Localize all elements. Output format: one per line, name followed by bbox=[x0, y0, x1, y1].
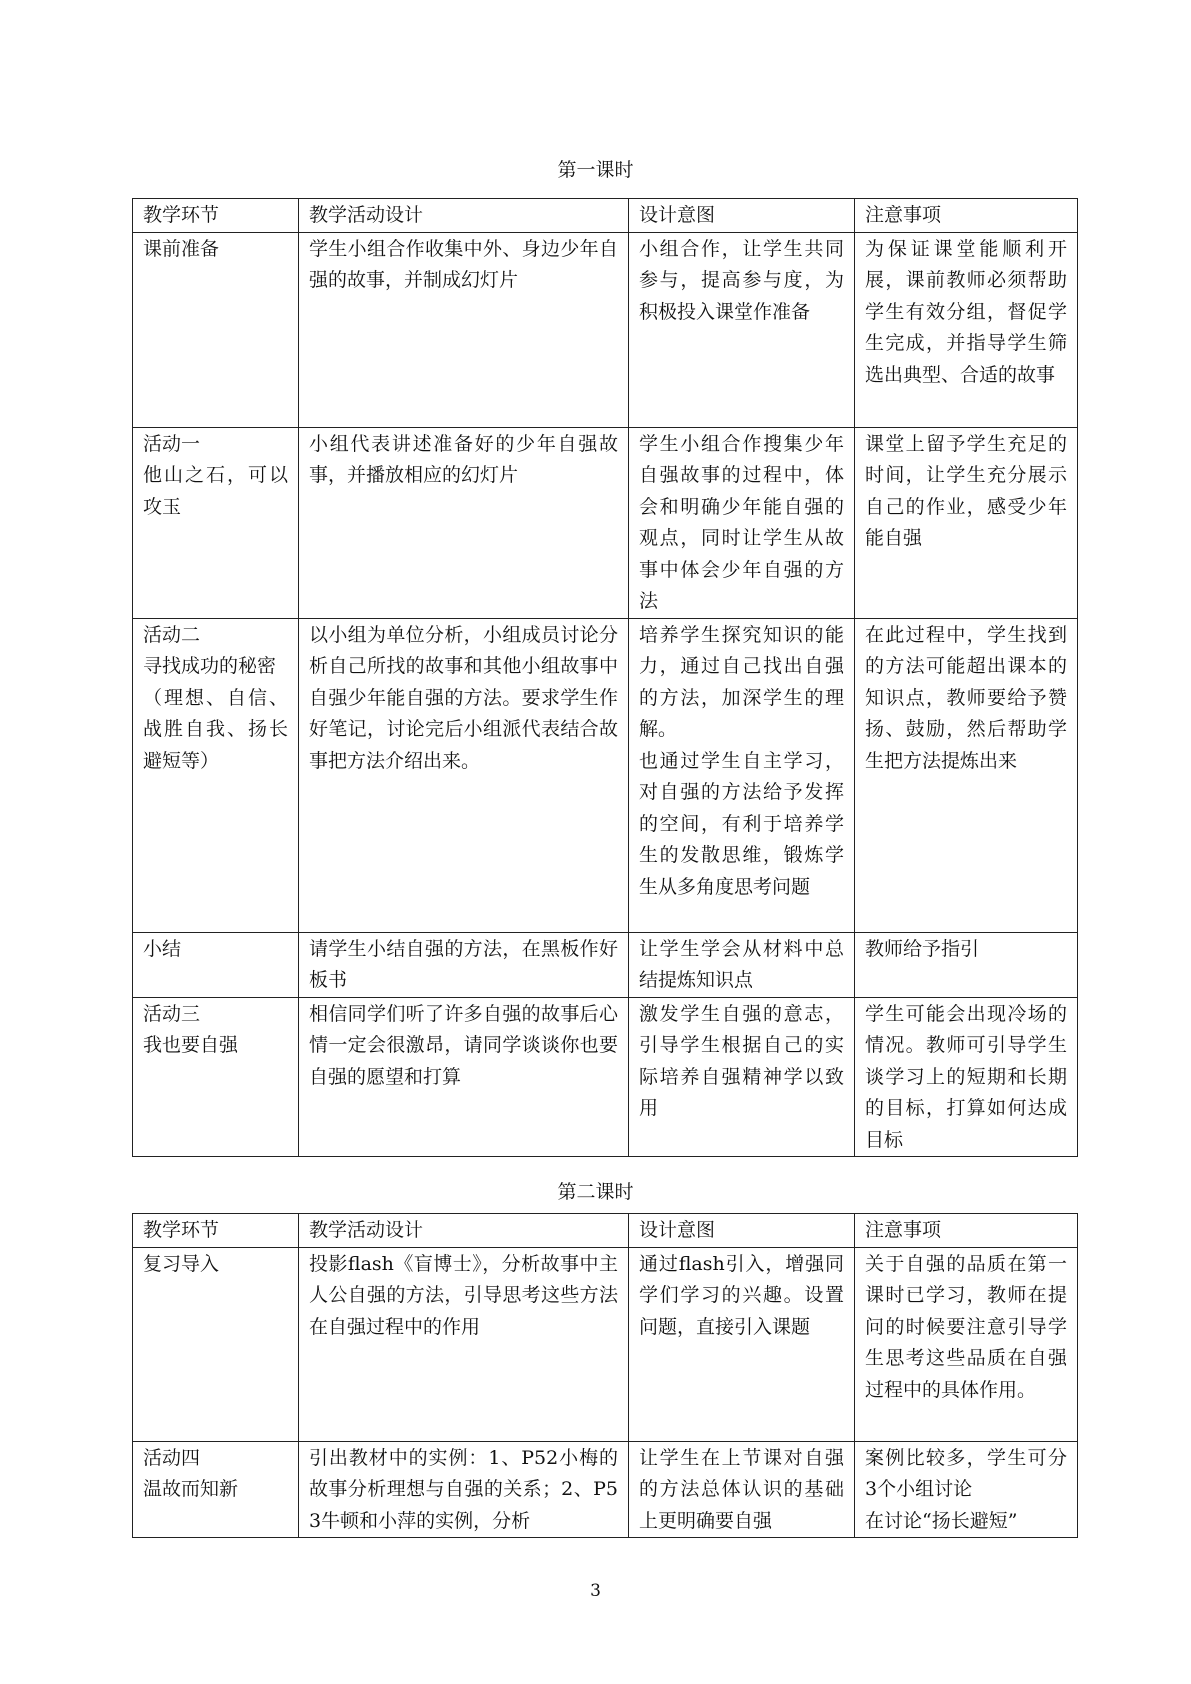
table-cell: 小组合作，让学生共同参与，提高参与度，为积极投入课堂作准备 bbox=[629, 232, 855, 427]
table-cell: 相信同学们听了许多自强的故事后心情一定会很激昂，请同学谈谈你也要自强的愿望和打算 bbox=[299, 997, 629, 1157]
table-cell: 培养学生探究知识的能力，通过自己找出自强的方法，加深学生的理解。 也通过学生自主学习，对自强的方法给予发挥的空间，有利于培养学生的发散思维，锻炼学生从多角度思考问题 bbox=[629, 618, 855, 932]
header-cell: 教学活动设计 bbox=[299, 199, 629, 233]
table-cell: 活动四 温故而知新 bbox=[133, 1441, 299, 1538]
table-cell: 引出教材中的实例：1、P52小梅的故事分析理想与自强的关系；2、P53牛顿和小萍的实例，分析 bbox=[299, 1441, 629, 1538]
table-cell: 激发学生自强的意志，引导学生根据自己的实际培养自强精神学以致用 bbox=[629, 997, 855, 1157]
page-number: 3 bbox=[590, 1581, 601, 1601]
table-cell: 为保证课堂能顺利开展，课前教师必须帮助学生有效分组，督促学生完成，并指导学生筛选出典型、合适的故事 bbox=[855, 232, 1078, 427]
table-cell: 学生小组合作收集中外、身边少年自强的故事，并制成幻灯片 bbox=[299, 232, 629, 427]
table-cell: 教师给予指引 bbox=[855, 932, 1078, 997]
header-cell: 教学环节 bbox=[133, 1214, 299, 1248]
table-cell: 通过flash引入，增强同学们学习的兴趣。设置问题，直接引入课题 bbox=[629, 1247, 855, 1441]
table-row bbox=[133, 932, 1078, 997]
table-cell: 小组代表讲述准备好的少年自强故事，并播放相应的幻灯片 bbox=[299, 427, 629, 618]
table-header-row bbox=[133, 199, 1078, 233]
lesson1-table bbox=[132, 198, 1078, 1157]
table-cell: 课前准备 bbox=[133, 232, 299, 427]
table-cell: 请学生小结自强的方法，在黑板作好板书 bbox=[299, 932, 629, 997]
table-cell: 案例比较多，学生可分3个小组讨论 在讨论“扬长避短” bbox=[855, 1441, 1078, 1538]
table-cell: 让学生在上节课对自强的方法总体认识的基础上更明确要自强 bbox=[629, 1441, 855, 1538]
header-cell: 注意事项 bbox=[855, 199, 1078, 233]
header-cell: 教学环节 bbox=[133, 199, 299, 233]
header-cell: 注意事项 bbox=[855, 1214, 1078, 1248]
table-cell: 学生可能会出现冷场的情况。教师可引导学生谈学习上的短期和长期的目标，打算如何达成目标 bbox=[855, 997, 1078, 1157]
table-cell: 在此过程中，学生找到的方法可能超出课本的知识点，教师要给予赞扬、鼓励，然后帮助学生把方法提炼出来 bbox=[855, 618, 1078, 932]
lesson2-title: 第二课时 bbox=[557, 1181, 634, 1203]
table-cell: 活动三 我也要自强 bbox=[133, 997, 299, 1157]
header-cell: 设计意图 bbox=[629, 199, 855, 233]
table-cell: 活动一 他山之石，可以攻玉 bbox=[133, 427, 299, 618]
table-row bbox=[133, 427, 1078, 618]
header-cell: 教学活动设计 bbox=[299, 1214, 629, 1248]
table-row bbox=[133, 1247, 1078, 1441]
header-cell: 设计意图 bbox=[629, 1214, 855, 1248]
table-row bbox=[133, 618, 1078, 932]
table-cell: 复习导入 bbox=[133, 1247, 299, 1441]
table-row bbox=[133, 1441, 1078, 1538]
lesson1-title: 第一课时 bbox=[557, 159, 634, 181]
table-cell: 学生小组合作搜集少年自强故事的过程中，体会和明确少年能自强的观点，同时让学生从故事中体会少年自强的方法 bbox=[629, 427, 855, 618]
table-header-row bbox=[133, 1214, 1078, 1248]
table-cell: 课堂上留予学生充足的时间，让学生充分展示自己的作业，感受少年能自强 bbox=[855, 427, 1078, 618]
table-cell: 让学生学会从材料中总结提炼知识点 bbox=[629, 932, 855, 997]
table-cell: 活动二 寻找成功的秘密 （理想、自信、战胜自我、扬长避短等） bbox=[133, 618, 299, 932]
table-cell: 关于自强的品质在第一课时已学习，教师在提问的时候要注意引导学生思考这些品质在自强过程中的具体作用。 bbox=[855, 1247, 1078, 1441]
table-row bbox=[133, 232, 1078, 427]
table-row bbox=[133, 997, 1078, 1157]
table-cell: 小结 bbox=[133, 932, 299, 997]
table-cell: 投影flash《盲博士》，分析故事中主人公自强的方法，引导思考这些方法在自强过程中的作用 bbox=[299, 1247, 629, 1441]
table-cell: 以小组为单位分析，小组成员讨论分析自己所找的故事和其他小组故事中自强少年能自强的方法。要求学生作好笔记，讨论完后小组派代表结合故事把方法介绍出来。 bbox=[299, 618, 629, 932]
lesson2-table bbox=[132, 1213, 1078, 1538]
